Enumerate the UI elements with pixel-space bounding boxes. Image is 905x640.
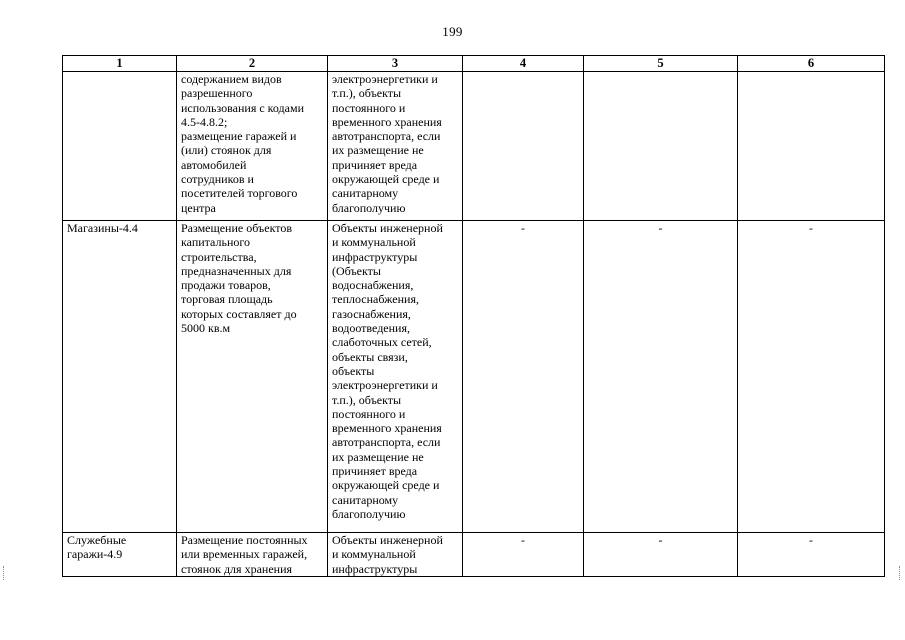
column-5-cell: - [584,533,738,577]
auxiliary-use-cell: Объекты инженерной и коммунальной инфраструктуры [328,533,463,577]
scan-margin-mark-left [3,566,6,580]
column-header-4: 4 [463,56,584,72]
column-5-cell: - [584,221,738,533]
column-header-5: 5 [584,56,738,72]
table-row [63,533,885,577]
scan-margin-mark-right [899,566,902,580]
column-5-cell [584,72,738,221]
use-type-cell [63,72,177,221]
header-row [63,56,885,72]
column-header-2: 2 [177,56,328,72]
column-header-3: 3 [328,56,463,72]
column-6-cell: - [738,221,885,533]
column-header-1: 1 [63,56,177,72]
description-cell: Размещение постоянных или временных гаражей, стоянок для хранения [177,533,328,577]
column-4-cell: - [463,533,584,577]
table-row [63,221,885,533]
column-4-cell [463,72,584,221]
column-header-6: 6 [738,56,885,72]
use-type-cell: Магазины-4.4 [63,221,177,533]
description-cell: Размещение объектов капитального строительства, предназначенных для продажи товаров, торговая площадь которых составляет до 5000 кв.м [177,221,328,533]
auxiliary-use-cell: Объекты инженерной и коммунальной инфраструктуры (Объекты водоснабжения, теплоснабжения, газоснабжения, водоотведения, слаботочных сетей, объекты связи, объекты электроэнергетики и т.п.), объекты постоянного и временного хранения автотранспорта, если их размещение не причиняет вреда окружающей среде и санитарному благополучию [328,221,463,533]
auxiliary-use-cell: электроэнергетики и т.п.), объекты постоянного и временного хранения автотранспорта, если их размещение не причиняет вреда окружающей среде и санитарному благополучию [328,72,463,221]
regulations-table [62,55,885,577]
table-row [63,72,885,221]
column-4-cell: - [463,221,584,533]
column-6-cell: - [738,533,885,577]
page-number: 199 [442,24,463,39]
column-6-cell [738,72,885,221]
description-cell: содержанием видов разрешенного использования с кодами 4.5-4.8.2; размещение гаражей и (или) стоянок для автомобилей сотрудников и посетителей торгового центра [177,72,328,221]
use-type-cell: Служебные гаражи-4.9 [63,533,177,577]
